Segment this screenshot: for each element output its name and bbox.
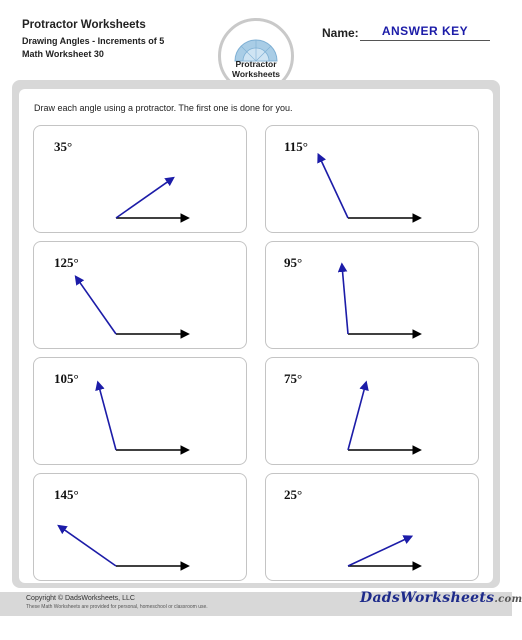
drawn-ray [116,178,173,218]
drawn-ray [318,155,348,218]
angle-drawing [266,358,480,466]
angle-card [265,125,479,233]
angle-card [265,473,479,581]
instructions: Draw each angle using a protractor. The first one is done for you. [34,103,293,113]
angle-card [33,473,247,581]
angle-drawing [34,126,248,234]
angle-label: 95° [284,255,303,270]
worksheet-number: Math Worksheet 30 [22,49,104,59]
name-line [360,40,490,41]
angle-label: 25° [284,487,303,502]
angle-label: 115° [284,139,308,154]
worksheet-title: Protractor Worksheets [22,19,146,31]
angle-label: 145° [54,487,79,502]
drawn-ray [348,382,366,450]
drawn-ray [76,277,116,334]
angle-label: 35° [54,139,73,154]
angle-label: 105° [54,371,79,386]
name-label: Name: [322,26,359,40]
name-field[interactable]: ANSWER KEY [381,24,469,38]
angle-drawing [266,126,480,234]
angle-label: 75° [284,371,303,386]
angle-drawing [34,242,248,350]
brand-part-2: Worksheets [400,590,495,606]
drawn-ray [348,536,411,566]
angle-drawing [34,474,248,582]
worksheet-subtitle: Drawing Angles - Increments of 5 [22,36,165,46]
logo-line-2: Worksheets [231,69,281,79]
drawn-ray [342,264,348,334]
brand-logo[interactable] [360,590,522,606]
brand-part-3: .com [494,594,522,605]
angle-card [33,241,247,349]
angle-drawing [266,242,480,350]
angle-label: 125° [54,255,79,270]
copyright: Copyright © DadsWorksheets, LLC [26,595,135,602]
drawn-ray [59,526,116,566]
angle-drawing [266,474,480,582]
angle-card [33,357,247,465]
usage-note: These Math Worksheets are provided for personal, homeschool or classroom use. [26,604,208,610]
logo-line-1: Protractor [235,59,277,69]
drawn-ray [98,382,116,450]
brand-part-1: Dads [360,590,401,606]
angle-card [265,241,479,349]
angle-card [33,125,247,233]
angle-drawing [34,358,248,466]
angle-card [265,357,479,465]
